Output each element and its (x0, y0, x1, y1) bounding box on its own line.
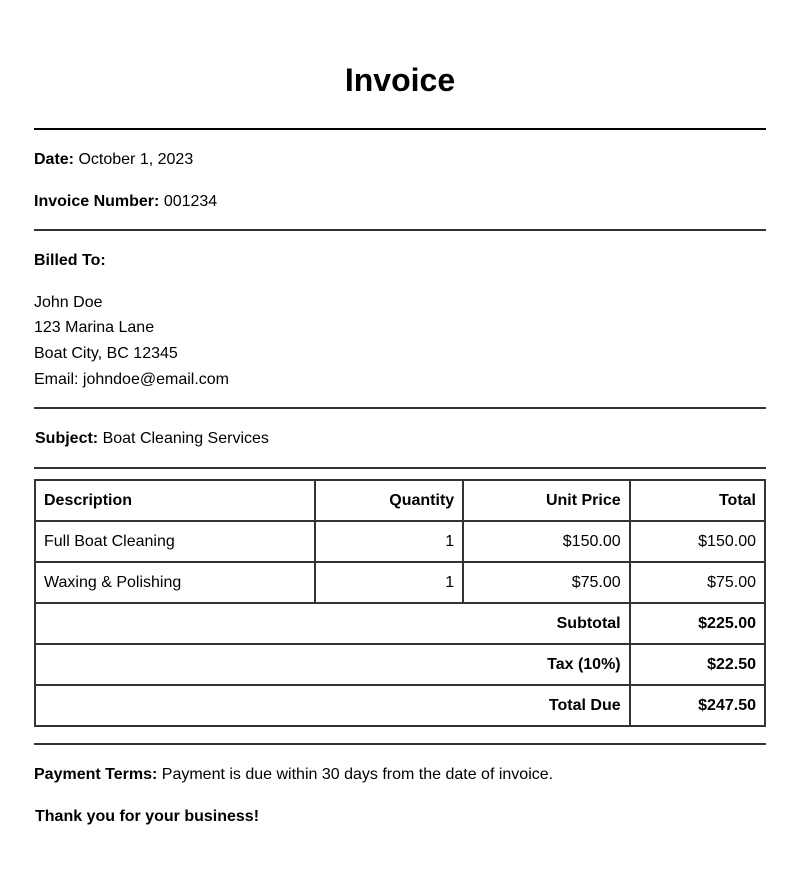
line-items-table (34, 479, 766, 727)
billed-to-email: Email: johndoe@email.com (34, 371, 229, 388)
row-total: $150.00 (630, 521, 765, 562)
subject-value: Boat Cleaning Services (102, 430, 269, 447)
table-row (35, 562, 765, 603)
invoice-date (34, 150, 193, 170)
row-total: $75.00 (630, 562, 765, 603)
payment-terms-label: Payment Terms: (34, 766, 158, 783)
date-label: Date: (34, 151, 75, 168)
billed-to-name: John Doe (34, 294, 103, 311)
table-header-row (35, 480, 765, 521)
invoice-number (34, 192, 217, 212)
page-title: Invoice (344, 62, 456, 98)
payment-terms (34, 765, 553, 785)
total-due-row (35, 685, 765, 726)
header-quantity: Quantity (315, 480, 463, 521)
header-description: Description (35, 480, 315, 521)
row-quantity: 1 (315, 562, 463, 603)
billed-to-address-line2: Boat City, BC 12345 (34, 345, 178, 362)
invoice-subject (35, 429, 269, 449)
subtotal-label: Subtotal (35, 603, 630, 644)
invoice-number-value: 001234 (163, 193, 218, 210)
payment-terms-value: Payment is due within 30 days from the date of invoice. (161, 766, 554, 783)
subtotal-row (35, 603, 765, 644)
total-due-label: Total Due (35, 685, 630, 726)
subject-label: Subject: (35, 430, 99, 447)
table-divider (34, 743, 766, 745)
billed-to-heading: Billed To: (34, 252, 106, 269)
title-divider (34, 128, 766, 130)
tax-value: $22.50 (630, 644, 765, 685)
subtotal-value: $225.00 (630, 603, 765, 644)
date-value: October 1, 2023 (78, 151, 194, 168)
table-row (35, 521, 765, 562)
row-description: Waxing & Polishing (35, 562, 315, 603)
subject-divider (34, 467, 766, 469)
tax-label: Tax (10%) (35, 644, 630, 685)
total-due-value: $247.50 (630, 685, 765, 726)
row-description: Full Boat Cleaning (35, 521, 315, 562)
thank-you-note: Thank you for your business! (35, 808, 260, 825)
invoice-number-label: Invoice Number: (34, 193, 160, 210)
meta-divider (34, 229, 766, 231)
row-unit-price: $150.00 (463, 521, 629, 562)
header-total: Total (630, 480, 765, 521)
row-quantity: 1 (315, 521, 463, 562)
row-unit-price: $75.00 (463, 562, 629, 603)
billed-to-address-line1: 123 Marina Lane (34, 319, 155, 336)
billed-to-divider (34, 407, 766, 409)
header-unit-price: Unit Price (463, 480, 629, 521)
tax-row (35, 644, 765, 685)
